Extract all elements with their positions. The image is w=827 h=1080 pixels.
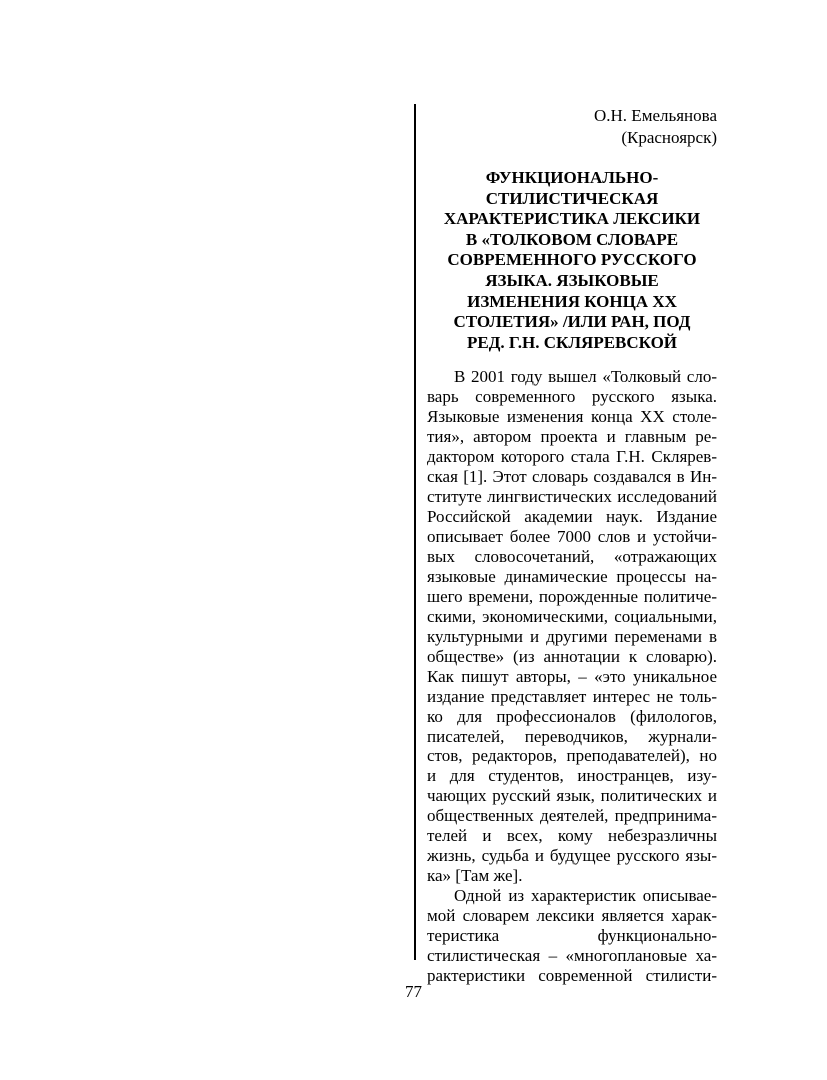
body-line: чающих русский язык, политических и [427, 786, 717, 806]
article-column [427, 105, 717, 986]
body-line: стилистическая – «многоплановые ха- [427, 945, 717, 965]
body-line: телей и всех, кому небезразличны [427, 826, 717, 846]
body-line: ституте лингвистических исследований [427, 487, 717, 507]
body-line: и для студентов, иностранцев, изу- [427, 766, 717, 786]
title-line: РЕД. Г.Н. СКЛЯРЕВСКОЙ [466, 332, 678, 352]
body-line: издание представляет интерес не толь- [427, 686, 717, 706]
author-city: (Красноярск) [621, 128, 717, 147]
body-line: шего времени, порожденные политиче- [427, 586, 717, 606]
body-line: культурными и другими переменами в [427, 626, 717, 646]
title-line: ХАРАКТЕРИСТИКА ЛЕКСИКИ [443, 209, 701, 229]
body-line: языковые динамические процессы на- [427, 566, 717, 586]
body-line: писателей, переводчиков, журнали- [427, 726, 717, 746]
title-line: ФУНКЦИОНАЛЬНО- [485, 168, 659, 187]
vertical-rule [414, 104, 416, 960]
title-line: СТОЛЕТИЯ» /ИЛИ РАН, ПОД [453, 312, 691, 332]
body-line: скими, экономическими, социальными, [427, 606, 717, 626]
body-line: описывает более 7000 слов и устойчи- [427, 526, 717, 546]
body-line: В 2001 году вышел «Толковый сло- [454, 367, 717, 387]
article-title [427, 168, 717, 353]
body-line: мой словарем лексики является харак- [427, 906, 717, 926]
body-line: теристика функционально- [427, 926, 717, 946]
body-line: Как пишут авторы, – «это уникальное [427, 666, 717, 686]
title-line: СТИЛИСТИЧЕСКАЯ [485, 188, 659, 208]
page-number: 77 [405, 982, 422, 1001]
body-line: варь современного русского языка. [427, 387, 717, 407]
body-line: рактеристики современной стилисти- [427, 965, 717, 985]
body-line: Одной из характеристик описывае- [454, 886, 717, 906]
body-line: тия», автором проекта и главным ре- [427, 427, 717, 447]
body-line: ская [1]. Этот словарь создавался в Ин- [427, 467, 717, 487]
body-line: общественных деятелей, предпринима- [427, 806, 717, 826]
body-line: ко для профессионалов (филологов, [427, 706, 717, 726]
body-line: жизнь, судьба и будущее русского язы- [427, 846, 717, 866]
title-line: ЯЗЫКА. ЯЗЫКОВЫЕ [485, 270, 659, 290]
body-line: Российской академии наук. Издание [427, 507, 717, 527]
body-line: дактором которого стала Г.Н. Склярев- [427, 447, 717, 467]
title-line: ИЗМЕНЕНИЯ КОНЦА XX [467, 291, 677, 311]
body-line: Языковые изменения конца XX столе- [427, 407, 717, 427]
body-line: вых словосочетаний, «отражающих [427, 546, 717, 566]
body-line: обществе» (из аннотации к словарю). [427, 646, 717, 666]
title-line: СОВРЕМЕННОГО РУССКОГО [447, 250, 697, 270]
article-body [427, 367, 717, 986]
body-line: стов, редакторов, преподавателей), но [427, 746, 717, 766]
title-line: В «ТОЛКОВОМ СЛОВАРЕ [465, 229, 679, 249]
body-line: ка» [Там же]. [427, 866, 523, 886]
author-name: О.Н. Емельянова [594, 106, 717, 125]
